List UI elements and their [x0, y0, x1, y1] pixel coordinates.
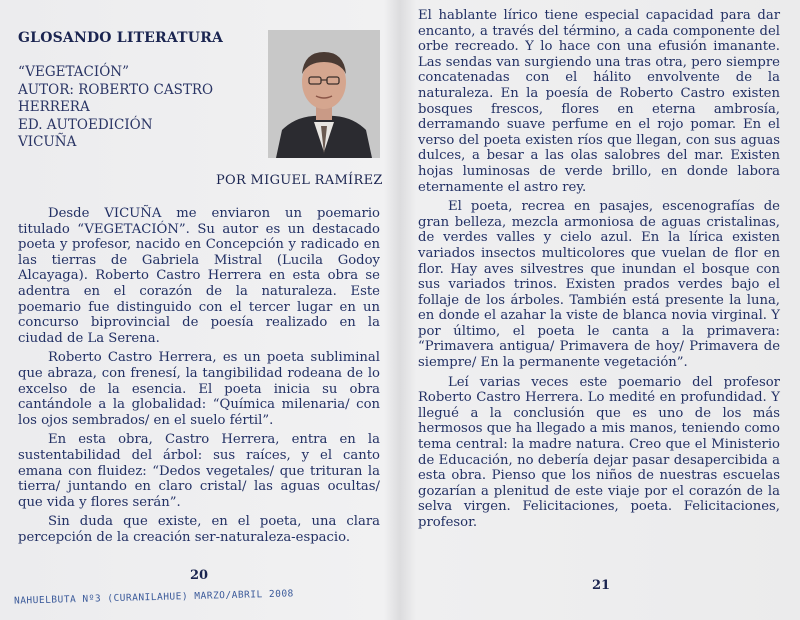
right-page: [400, 0, 800, 620]
paragraph: Desde VICUÑA me enviaron un poemario titulado “VEGETACIÓN”. Su autor es un destacado poeta y profesor, nacido en Concepción y radicado en las tierras de Gabriela Mistral (Lucila Godoy Alcayaga). Roberto Castro Herrera en esta obra se adentra en el corazón de la naturaleza. Este poemario fue distinguido con el tercer lugar en un concurso biprovincial de poesía realizado en la ciudad de La Serena.: [18, 206, 380, 346]
paragraph: Leí varias veces este poemario del profesor Roberto Castro Herrera. Lo medité en profundidad. Y llegué a la conclusión que es uno de los más hermosos que ha llegado a mis manos, teniendo como tema central: la madre natura. Creo que el Ministerio de Educación, no debería dejar pasar desapercibida a esta obra. Pienso que los niños de nuestras escuelas gozarían a plenitud de este viaje por el corazón de la selva virgen. Felicitaciones, poeta. Felicitaciones, profesor.: [418, 374, 780, 530]
book-metadata: [18, 64, 213, 152]
paragraph: Roberto Castro Herrera, es un poeta subliminal que abraza, con frenesí, la tangibilidad rodeana de lo excelso de la esencia. El poeta inicia su obra cantándole a la globalidad: “Química milenaria/ con los ojos sembrados/ en el suelo fértil”.: [18, 350, 380, 428]
paragraph: Sin duda que existe, en el poeta, una clara percepción de la creación ser-naturaleza-espacio.: [18, 514, 380, 545]
article-body-right: [418, 8, 780, 535]
page-number-right: 21: [592, 578, 611, 593]
author-line-1: AUTOR: ROBERTO CASTRO: [18, 81, 214, 98]
handwritten-note: NAHUELBUTA Nº3 (CURANILAHUE) MARZO/ABRIL 2008: [13, 588, 294, 607]
article-body-left: [18, 206, 380, 549]
page-number-left: 20: [190, 568, 209, 583]
author-line-2: HERRERA: [18, 99, 90, 115]
paragraph: En esta obra, Castro Herrera, entra en la sustentabilidad del árbol: sus raíces, y el canto emana con fluidez: “Dedos vegetales/ que trituran la tierra/ juntando en claro cristal/ las aguas ocultas/ que vida y flores serán”.: [18, 432, 380, 510]
paragraph: El poeta, recrea en pasajes, escenografías de gran belleza, mezcla armoniosa de aguas cristalinas, de verdes valles y cielo azul. En la lírica existen variados insectos multicolores que vuelan de flor en flor. Hay aves silvestres que inundan el bosque con sus variados trinos. Existen prados verdes bajo el follaje de los árboles. También está presente la luna, en donde el azahar la viste de blanca novia virginal. Y por último, el poeta le canta a la primavera: “Primavera antigua/ Primavera de hoy/ Primavera de siempre/ En la permanente vegetación”.: [418, 199, 780, 371]
paragraph: El hablante lírico tiene especial capacidad para dar encanto, a través del término, a cada componente del orbe recreado. Y lo hace con una efusión imanante. Las sendas van surgiendo una tras otra, pero siempre concatenadas con el hálito envolvente de la naturaleza. En la poesía de Roberto Castro existen bosques frescos, flores en eterna ambrosía, derramando suave perfume en el rojo pomar. En el verso del poeta existen ríos que llegan, con sus aguas dulces, a besar a las olas salobres del mar. Existen hojas luminosas de verde brillo, en donde labora eternamente el astro rey.: [418, 8, 780, 195]
author-portrait: [268, 30, 380, 158]
place: VICUÑA: [18, 134, 77, 150]
edition: ED. AUTOEDICIÓN: [18, 116, 153, 133]
section-title: GLOSANDO LITERATURA: [18, 30, 224, 46]
book-title: “VEGETACIÓN”: [18, 64, 129, 80]
byline: POR MIGUEL RAMÍREZ: [216, 173, 383, 188]
